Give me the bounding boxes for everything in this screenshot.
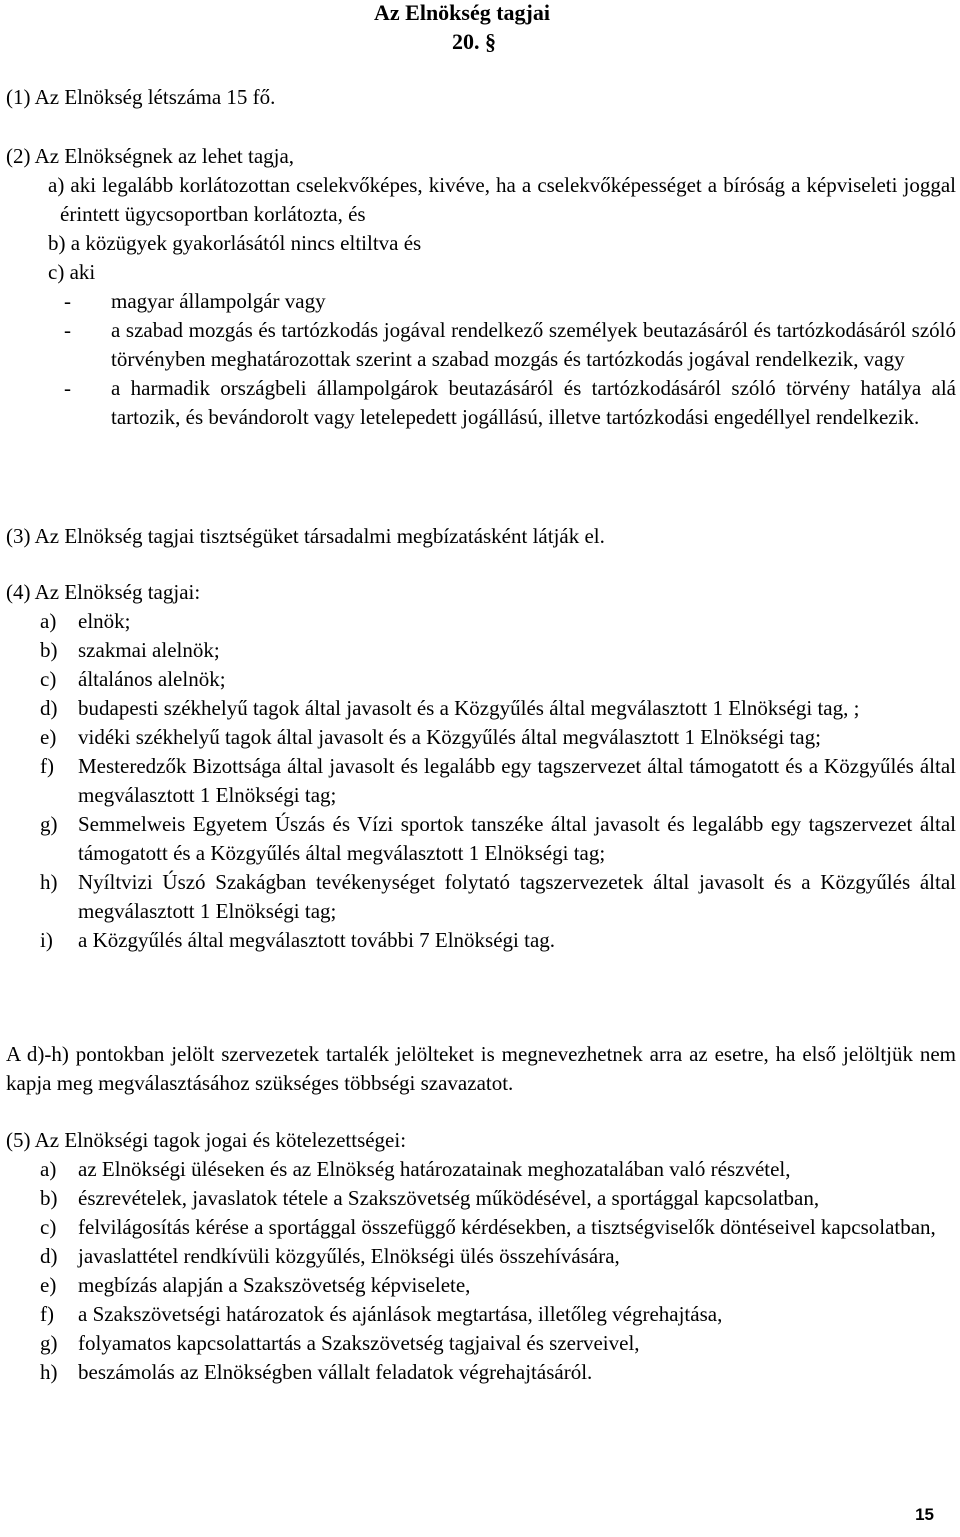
dash-item-text: a harmadik országbeli állampolgárok beutazásáról és tartózkodásáról szóló törvény hatálya alá tartozik, és bevándorolt vagy letelepedett jogállású, illetve tartózkodási engedéllyel rendelkezik. (111, 376, 956, 429)
section-number: 20. § (452, 29, 496, 54)
list-item-text: javaslattétel rendkívüli közgyűlés, Elnökségi ülés összehívására, (78, 1244, 620, 1268)
dash-marker: - (64, 289, 71, 313)
list-marker: a) (40, 1157, 57, 1181)
list-item-text: folyamatos kapcsolattartás a Szakszövetség tagjaival és szerveivel, (78, 1331, 640, 1355)
list-item (6, 723, 956, 752)
list-item (6, 1300, 956, 1329)
list-item (6, 810, 956, 868)
list-item (6, 1271, 956, 1300)
paragraph-4-intro: (4) Az Elnökség tagjai: (6, 580, 201, 604)
list-marker: a) (40, 609, 57, 633)
list-item (6, 1358, 956, 1387)
paragraph-2-b: b) a közügyek gyakorlásától nincs eltiltva és (48, 231, 422, 255)
list-item-text: Mesteredzők Bizottsága által javasolt és legalább egy tagszervezet által támogatott és a Közgyűlés által megválasztott 1 Elnökségi tag; (78, 754, 956, 807)
list-marker: b) (40, 638, 58, 662)
heading-title: Az Elnökség tagjai (374, 0, 550, 25)
list-item-text: Nyíltvizi Úszó Szakágban tevékenységet folytató tagszervezetek által javasolt és a Közgyűlés által megválasztott 1 Elnökségi tag; (78, 870, 956, 923)
paragraph-2 (6, 142, 956, 432)
list-item-text: Semmelweis Egyetem Úszás és Vízi sportok tanszéke által javasolt és legalább egy tagszervezet által támogatott és a Közgyűlés által megválasztott 1 Elnökségi tag; (78, 812, 956, 865)
list-item-text: az Elnökségi üléseken és az Elnökség határozatainak meghozatalában való részvétel, (78, 1157, 791, 1181)
list-marker: e) (40, 1273, 57, 1297)
list-marker: d) (40, 696, 58, 720)
list-item-text: vidéki székhelyű tagok által javasolt és a Közgyűlés által megválasztott 1 Elnökségi tag; (78, 725, 821, 749)
list-item (6, 752, 956, 810)
dash-marker: - (64, 318, 71, 342)
paragraph-4 (6, 578, 956, 955)
list-marker: f) (40, 1302, 54, 1326)
section-heading (0, 0, 960, 54)
dash-item (6, 374, 956, 432)
list-item (6, 868, 956, 926)
dash-item (6, 287, 956, 316)
dash-item-text: magyar állampolgár vagy (111, 289, 326, 313)
dash-item (6, 316, 956, 374)
paragraph-2-a: a) aki legalább korlátozottan cselekvőképes, kivéve, ha a cselekvőképességet a bíróság a képviseleti joggal érintett ügycsoportban korlátozta, és (48, 173, 956, 226)
list-item-text: beszámolás az Elnökségben vállalt feladatok végrehajtásáról. (78, 1360, 593, 1384)
paragraph-3 (6, 522, 956, 551)
list-marker: f) (40, 754, 54, 778)
list-marker: g) (40, 812, 58, 836)
list-item (6, 926, 956, 955)
paragraph-2-intro: (2) Az Elnökségnek az lehet tagja, (6, 144, 295, 168)
list-item (6, 1213, 956, 1242)
list-item-text: a Szakszövetségi határozatok és ajánlások megtartása, illetőleg végrehajtása, (78, 1302, 723, 1326)
paragraph-2-c: c) aki (48, 260, 96, 284)
list-item-text: szakmai alelnök; (78, 638, 220, 662)
paragraph-1-text: (1) Az Elnökség létszáma 15 fő. (6, 85, 276, 109)
page-number: 15 (915, 1505, 934, 1524)
list-item (6, 1155, 956, 1184)
paragraph-5-intro: (5) Az Elnökségi tagok jogai és kötelezettségei: (6, 1128, 407, 1152)
list-marker: d) (40, 1244, 58, 1268)
list-item (6, 694, 956, 723)
list-item (6, 1329, 956, 1358)
list-item (6, 607, 956, 636)
list-item (6, 1184, 956, 1213)
paragraph-4-note-text: A d)-h) pontokban jelölt szervezetek tartalék jelölteket is megnevezhetnek arra az esetre, ha első jelöltjük nem kapja meg megválasztásához szükséges többségi szavazatot. (6, 1042, 956, 1095)
paragraph-5 (6, 1126, 956, 1387)
list-marker: c) (40, 667, 57, 691)
list-marker: b) (40, 1186, 58, 1210)
list-item-text: általános alelnök; (78, 667, 226, 691)
list-marker: c) (40, 1215, 57, 1239)
paragraph-3-text: (3) Az Elnökség tagjai tisztségüket társadalmi megbízatásként látják el. (6, 524, 605, 548)
dash-marker: - (64, 376, 71, 400)
list-marker: g) (40, 1331, 58, 1355)
list-item-text: észrevételek, javaslatok tétele a Szakszövetség működésével, a sportággal kapcsolatban, (78, 1186, 820, 1210)
list-item-text: budapesti székhelyű tagok által javasolt és a Közgyűlés által megválasztott 1 Elnökségi tag, ; (78, 696, 860, 720)
list-item (6, 665, 956, 694)
list-marker: h) (40, 1360, 58, 1384)
paragraph-1 (6, 83, 956, 112)
list-item-text: megbízás alapján a Szakszövetség képviselete, (78, 1273, 471, 1297)
list-marker: h) (40, 870, 58, 894)
list-item-text: a Közgyűlés által megválasztott további 7 Elnökségi tag. (78, 928, 556, 952)
list-marker: e) (40, 725, 57, 749)
list-item (6, 636, 956, 665)
list-item-text: felvilágosítás kérése a sportággal összefüggő kérdésekben, a tisztségviselők döntéseivel kapcsolatban, (78, 1215, 936, 1239)
list-marker: i) (40, 928, 53, 952)
paragraph-4-note (6, 1040, 956, 1098)
list-item (6, 1242, 956, 1271)
list-item-text: elnök; (78, 609, 131, 633)
dash-item-text: a szabad mozgás és tartózkodás jogával rendelkező személyek beutazásáról és tartózkodásáról szóló törvényben meghatározottak szerint a szabad mozgás és tartózkodás jogával rendelkezik, vagy (111, 318, 956, 371)
